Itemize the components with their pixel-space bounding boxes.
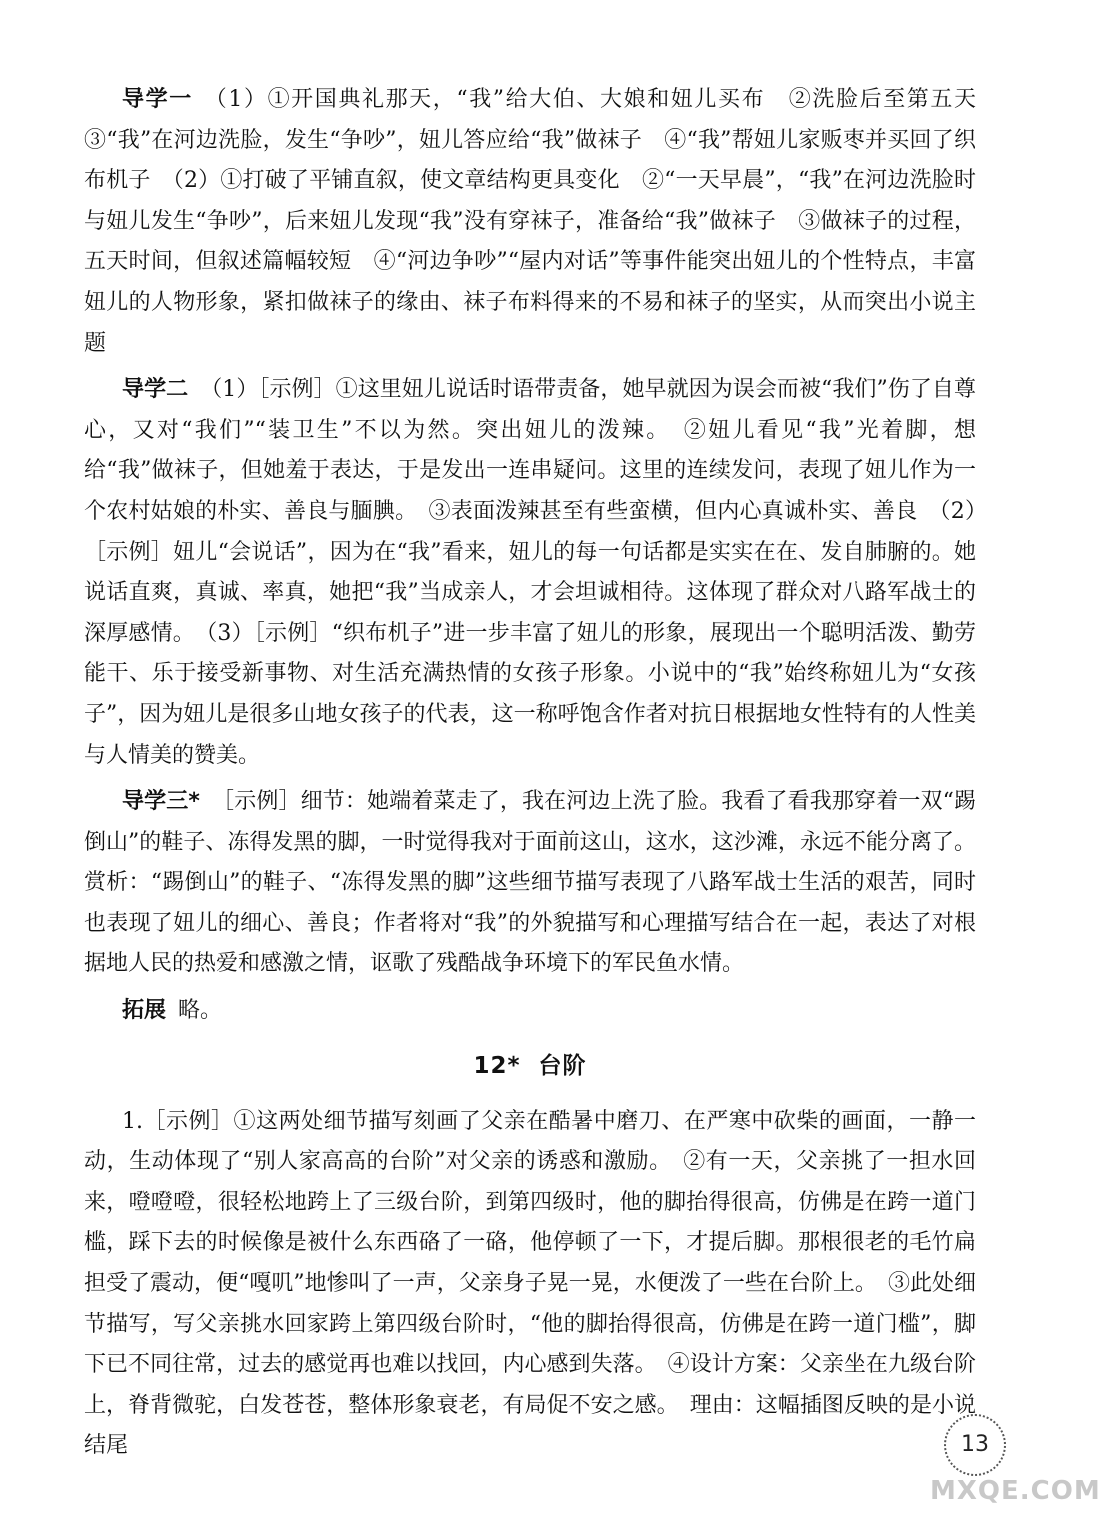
guide-one-label: 导学一 (122, 87, 193, 112)
extension-label: 拓展 (122, 998, 167, 1024)
guide-three-paragraph (84, 782, 976, 985)
guide-three-label: 导学三* (122, 789, 200, 815)
guide-two-text: （1）［示例］①这里妞儿说话时语带责备，她早就因为误会而被“我们”伤了自尊心，又对“我们”“装卫生”不以为然。突出妞儿的泼辣。 ②妞儿看见“我”光着脚，想给“我”做袜子，但她羞于表达，于是发出一连串疑问。这里的连续发问，表现了妞儿作为一个农村姑娘的朴实、善良与腼腆。 ③表面泼辣甚至有些蛮横，但内心真诚朴实、善良 （2）［示例］妞儿“会说话”，因为在“我”看来，妞儿的每一句话都是实实在在、发自肺腑的。她说话直爽，真诚、率真，她把“我”当成亲人，才会坦诚相待。这体现了群众对八路军战士的深厚感情。 （3）［示例］“织布机子”进一步丰富了妞儿的形象，展现出一个聪明活泼、勤劳能干、乐于接受新事物、对生活充满热情的女孩子形象。小说中的“我”始终称妞儿为“女孩子”，因为妞儿是很多山地女孩子的代表，这一称呼饱含作者对抗日根据地女性特有的人性美与人情美的赞美。 (84, 377, 976, 768)
section-title: 台阶 (538, 1052, 587, 1079)
answer-content (84, 80, 999, 1473)
guide-two-label: 导学二 (122, 377, 189, 403)
extension-paragraph (84, 991, 976, 1032)
watermark: MXQE.COM (930, 1476, 1101, 1506)
section-answer-paragraph: 1.［示例］①这两处细节描写刻画了父亲在酷暑中磨刀、在严寒中砍柴的画面，一静一动，生动体现了“别人家高高的台阶”对父亲的诱惑和激励。 ②有一天，父亲挑了一担水回来，噔噔噔，很轻松地跨上了三级台阶，到第四级时，他的脚抬得很高，仿佛是在跨一道门槛，踩下去的时候像是被什么东西硌了一硌，他停顿了一下，才提后脚。那根很老的毛竹扁担受了震动，便“嘎叽”地惨叫了一声，父亲身子晃一晃，水便泼了一些在台阶上。 ③此处细节描写，写父亲挑水回家跨上第四级台阶时，“他的脚抬得很高，仿佛是在跨一道门槛”，脚下已不同往常，过去的感觉再也难以找回，内心感到失落。 ④设计方案：父亲坐在九级台阶上，脊背微驼，白发苍苍，整体形象衰老，有局促不安之感。 理由：这幅插图反映的是小说结尾 (84, 1108, 976, 1459)
page-number: 13 (944, 1414, 1006, 1476)
guide-three-text: ［示例］细节：她端着菜走了，我在河边上洗了脸。我看了看我那穿着一双“踢倒山”的鞋子、冻得发黑的脚，一时觉得我对于面前这山，这水，这沙滩，永远不能分离了。赏析：“踢倒山”的鞋子、“冻得发黑的脚”这些细节描写表现了八路军战士生活的艰苦，同时也表现了妞儿的细心、善良；作者将对“我”的外貌描写和心理描写结合在一起，表达了对根据地人民的热爱和感激之情，讴歌了残酷战争环境下的军民鱼水情。 (84, 789, 976, 977)
extension-text: 略。 (178, 998, 223, 1024)
section-number: 12* (473, 1052, 521, 1079)
guide-one-paragraph (84, 80, 999, 364)
section-heading (84, 1046, 976, 1086)
guide-one-text: （1）①开国典礼那天，“我”给大伯、大娘和妞儿买布 ②洗脸后至第五天 ③“我”在河边洗脸，发生“争吵”，妞儿答应给“我”做袜子 ④“我”帮妞儿家贩枣并买回了织布机子 （2）①打破了平铺直叙，使文章结构更具变化 ②“一天早晨”，“我”在河边洗脸时与妞儿发生“争吵”，后来妞儿发现“我”没有穿袜子，准备给“我”做袜子 ③做袜子的过程，五天时间，但叙述篇幅较短 ④“河边争吵”“屋内对话”等事件能突出妞儿的个性特点，丰富妞儿的人物形象，紧扣做袜子的缘由、袜子布料得来的不易和袜子的坚实，从而突出小说主题 (84, 87, 999, 356)
guide-two-paragraph (84, 370, 976, 776)
